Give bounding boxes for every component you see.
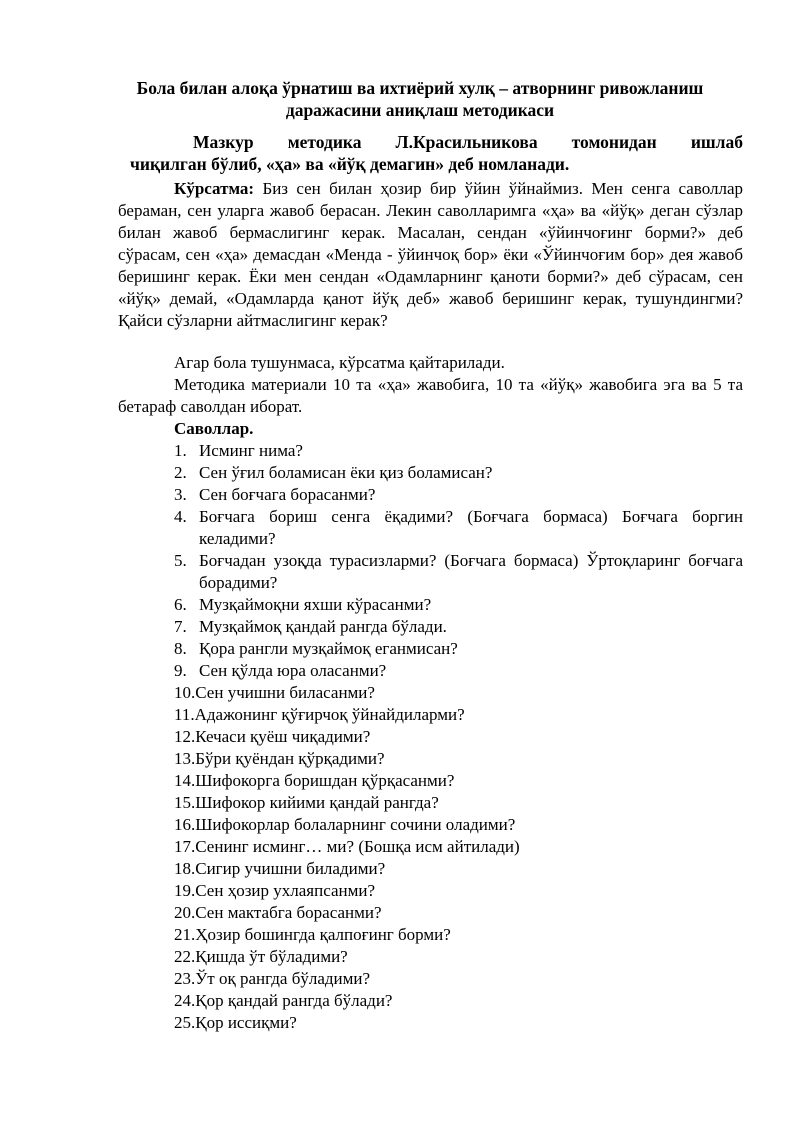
- question-item: [174, 616, 743, 638]
- question-number: 24.: [174, 991, 196, 1010]
- question-item: [174, 1012, 743, 1034]
- question-item: [174, 704, 743, 726]
- intro-paragraph: [118, 131, 743, 175]
- questions-list: [174, 440, 743, 1034]
- question-number: 13.: [174, 749, 196, 768]
- question-number: 3.: [174, 485, 187, 504]
- question-item: [174, 880, 743, 902]
- question-number: 25.: [174, 1013, 196, 1032]
- question-text: Сен қўлда юра оласанми?: [199, 661, 387, 680]
- question-number: 7.: [174, 617, 187, 636]
- question-text: Боғчага бориш сенга ёқадими? (Боғчага бормаса) Боғчага боргин келадими?: [199, 507, 743, 548]
- question-item: [174, 770, 743, 792]
- question-item: [174, 924, 743, 946]
- question-text: Кечаси қуёш чиқадими?: [195, 727, 371, 746]
- question-number: 17.: [174, 837, 196, 856]
- question-text: Қор қандай рангда бўлади?: [195, 991, 393, 1010]
- question-number: 15.: [174, 793, 196, 812]
- question-item: [174, 968, 743, 990]
- instruction-paragraph: [118, 178, 743, 332]
- repeat-note: Агар бола тушунмаса, кўрсатма қайтарилади.: [174, 353, 505, 372]
- question-text: Қишда ўт бўладими?: [195, 947, 348, 966]
- question-text: Қор иссиқми?: [195, 1013, 297, 1032]
- question-number: 4.: [174, 507, 187, 526]
- question-number: 21.: [174, 925, 196, 944]
- question-item: [174, 440, 743, 462]
- question-item: [174, 462, 743, 484]
- material-note: Методика материали 10 та «ҳа» жавобига, 10 та «йўқ» жавобига эга ва 5 та бетараф саволдан иборат.: [118, 375, 743, 416]
- question-number: 2.: [174, 463, 187, 482]
- question-item: [174, 902, 743, 924]
- question-item: [174, 792, 743, 814]
- question-text: Қора рангли музқаймоқ еганмисан?: [199, 639, 458, 658]
- question-text: Сен мактабга борасанми?: [195, 903, 382, 922]
- question-item: [174, 550, 743, 594]
- question-number: 9.: [174, 661, 187, 680]
- question-number: 23.: [174, 969, 196, 988]
- instruction-label: Кўрсатма:: [174, 179, 255, 198]
- question-number: 20.: [174, 903, 196, 922]
- question-item: [174, 506, 743, 550]
- question-text: Исминг нима?: [199, 441, 303, 460]
- question-item: [174, 726, 743, 748]
- question-item: [174, 814, 743, 836]
- question-text: Боғчадан узоқда турасизларми? (Боғчага бормаса) Ўртоқларинг боғчага борадими?: [199, 551, 743, 592]
- question-text: Адажонинг қўғирчоқ ўйнайдиларми?: [194, 705, 465, 724]
- question-item: [174, 858, 743, 880]
- question-number: 1.: [174, 441, 187, 460]
- question-text: Музқаймоқ қандай рангда бўлади.: [199, 617, 447, 636]
- question-text: Ҳозир бошингда қалпоғинг борми?: [195, 925, 451, 944]
- intro-line-1: Мазкур методика Л.Красильникова томонидан ишлаб: [193, 132, 743, 152]
- question-number: 16.: [174, 815, 196, 834]
- questions-heading: Саволлар.: [174, 419, 254, 438]
- question-item: [174, 660, 743, 682]
- question-number: 19.: [174, 881, 196, 900]
- question-text: Бўри қуёндан қўрқадими?: [195, 749, 385, 768]
- question-number: 22.: [174, 947, 196, 966]
- question-text: Сен ўғил боламисан ёки қиз боламисан?: [199, 463, 493, 482]
- question-text: Сен учишни биласанми?: [195, 683, 375, 702]
- intro-line-2: чиқилган бўлиб, «ҳа» ва «йўқ демагин» деб номланади.: [130, 154, 570, 174]
- question-item: [174, 748, 743, 770]
- question-number: 12.: [174, 727, 196, 746]
- question-number: 8.: [174, 639, 187, 658]
- question-text: Сенинг исминг… ми? (Бошқа исм айтилади): [195, 837, 520, 856]
- question-number: 5.: [174, 551, 187, 570]
- question-item: [174, 682, 743, 704]
- question-number: 18.: [174, 859, 196, 878]
- question-number: 10.: [174, 683, 196, 702]
- question-text: Шифокорга боришдан қўрқасанми?: [195, 771, 455, 790]
- question-item: [174, 990, 743, 1012]
- question-text: Сен ҳозир ухлаяпсанми?: [195, 881, 375, 900]
- question-number: 11.: [174, 705, 195, 724]
- question-item: [174, 836, 743, 858]
- question-number: 14.: [174, 771, 196, 790]
- question-item: [174, 638, 743, 660]
- question-text: Сен боғчага борасанми?: [199, 485, 376, 504]
- document-title: Бола билан алоқа ўрнатиш ва ихтиёрий хулқ – атворнинг ривожланиш даражасини аниқлаш методикаси: [136, 78, 704, 120]
- question-item: [174, 484, 743, 506]
- question-text: Ўт оқ рангда бўладими?: [195, 969, 371, 988]
- question-text: Сигир учишни биладими?: [195, 859, 386, 878]
- question-text: Шифокорлар болаларнинг сочини оладими?: [195, 815, 516, 834]
- question-text: Музқаймоқни яхши кўрасанми?: [199, 595, 432, 614]
- question-number: 6.: [174, 595, 187, 614]
- question-item: [174, 594, 743, 616]
- question-item: [174, 946, 743, 968]
- instruction-text: Биз сен билан ҳозир бир ўйин ўйнаймиз. Мен сенга саволлар бераман, сен уларга жавоб берасан. Лекин саволларимга «ҳа» ва «йўқ» деган сўзлар билан жавоб бермаслигинг керак. Масалан, сендан «ўйинчоғинг борми?» деб сўрасам, сен «ҳа» демасдан «Менда - ўйинчоқ бор» ёки «Ўйинчоғим бор» дея жавоб беришинг керак. Ёки мен сендан «Одамларнинг қаноти борми?» деб сўрасам, сен «йўқ» демай, «Одамларда қанот йўқ деб» жавоб беришинг керак, тушундингми? Қайси сўзларни айтмаслигинг керак?: [118, 179, 743, 330]
- question-text: Шифокор кийими қандай рангда?: [195, 793, 439, 812]
